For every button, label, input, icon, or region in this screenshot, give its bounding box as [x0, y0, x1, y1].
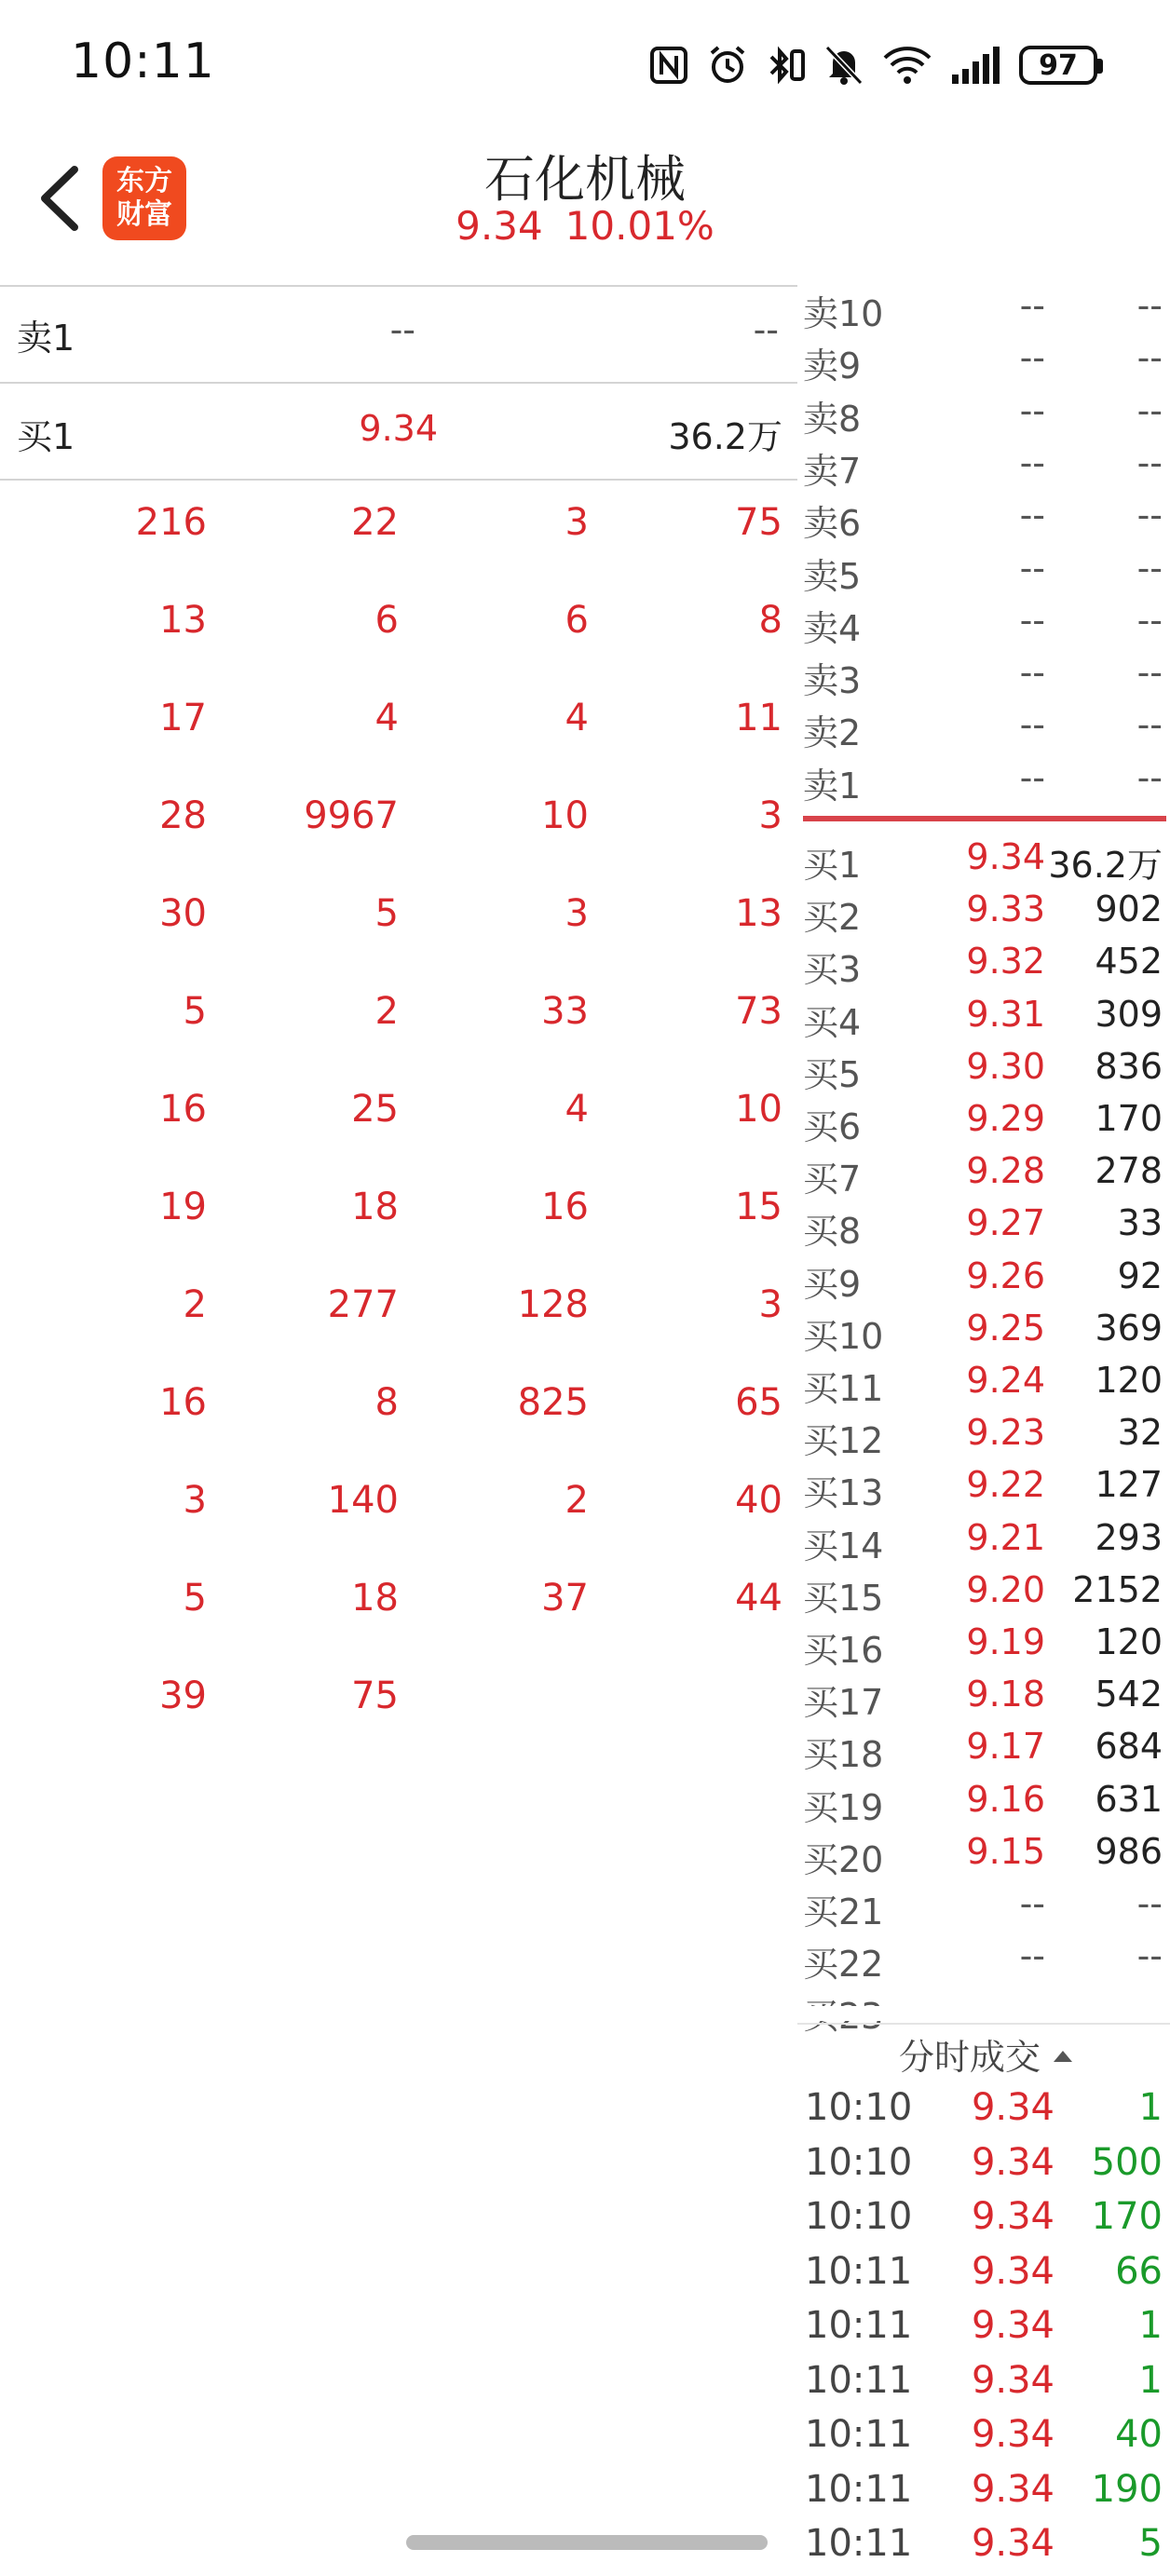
trade-time: 10:10: [805, 2086, 913, 2129]
level-label: 买9: [803, 1263, 862, 1305]
level-price: 9.18: [966, 1674, 1045, 1715]
logo-line1: 东方: [116, 165, 172, 197]
trade-row: [803, 2413, 1170, 2467]
grid-cell: 13: [159, 599, 207, 642]
trade-volume: 500: [1091, 2140, 1163, 2184]
grid-row: [0, 501, 797, 557]
home-indicator[interactable]: [406, 2535, 768, 2550]
grid-cell: 8: [758, 599, 782, 642]
buy-level-row[interactable]: [803, 1150, 1170, 1202]
level-price: 9.21: [966, 1516, 1045, 1558]
buy-level-row[interactable]: [803, 941, 1170, 993]
caret-up-icon: [1052, 2033, 1074, 2074]
grid-cell: 16: [159, 1088, 207, 1131]
grid-cell: 13: [735, 892, 782, 935]
level-label: 买1: [803, 845, 862, 886]
grid-row: [0, 1479, 797, 1535]
level-price: 9.31: [966, 993, 1045, 1035]
grid-cell: 5: [183, 1577, 207, 1620]
trade-price: 9.34: [971, 2140, 1054, 2184]
grid-cell: 19: [159, 1186, 207, 1228]
trade-time: 10:11: [805, 2413, 913, 2456]
trade-price: 9.34: [971, 2522, 1054, 2565]
grid-cell: 4: [565, 1088, 589, 1131]
level-volume: --: [1136, 599, 1163, 641]
stock-price: 9.34: [456, 203, 543, 249]
grid-row: [0, 599, 797, 655]
sell-level-row[interactable]: [803, 337, 1170, 389]
trade-time: 10:10: [805, 2140, 913, 2184]
grid-cell: 3: [183, 1479, 207, 1522]
level-price: 9.29: [966, 1098, 1045, 1139]
level-price: --: [1019, 337, 1045, 379]
grid-cell: 2: [183, 1283, 207, 1326]
level-volume: 369: [1095, 1307, 1163, 1349]
orderbook-clip: [797, 2006, 1170, 2021]
level-price: --: [1019, 704, 1045, 746]
grid-row: [0, 1381, 797, 1437]
buy-level-row[interactable]: [803, 1255, 1170, 1308]
buy-level-row[interactable]: [803, 1779, 1170, 1831]
level-label: 买15: [803, 1577, 884, 1619]
level-label: 买12: [803, 1420, 884, 1462]
trade-volume: 1: [1138, 2086, 1163, 2129]
level-label: 买4: [803, 1001, 862, 1043]
grid-row: [0, 697, 797, 752]
level-label: 买21: [803, 1891, 884, 1932]
grid-cell: 33: [541, 990, 589, 1033]
level-price: 9.16: [966, 1778, 1045, 1820]
logo-line2: 财富: [116, 198, 172, 231]
grid-cell: 216: [135, 501, 207, 544]
level-price: --: [1019, 495, 1045, 536]
grid-cell: 4: [374, 697, 399, 739]
level-label: 卖2: [803, 712, 862, 754]
grid-cell: 25: [351, 1088, 399, 1131]
grid-cell: 18: [351, 1577, 399, 1620]
level-label: 买17: [803, 1682, 884, 1724]
buy-level-row[interactable]: [803, 1569, 1170, 1621]
level-label: 买18: [803, 1734, 884, 1776]
sell-level-row[interactable]: [803, 390, 1170, 442]
sell-level-row[interactable]: [803, 704, 1170, 756]
divider: [0, 285, 797, 287]
buy-level-row[interactable]: [803, 1098, 1170, 1150]
trade-time: 10:11: [805, 2249, 913, 2293]
trade-volume: 1: [1138, 2304, 1163, 2347]
level-price: --: [1019, 756, 1045, 798]
sell-level-row[interactable]: [803, 495, 1170, 547]
grid-cell: 2: [374, 990, 399, 1033]
level-label: 买16: [803, 1630, 884, 1671]
level-volume: 170: [1095, 1098, 1163, 1139]
level-volume: --: [1136, 1935, 1163, 1977]
left-buy1-volume: 36.2万: [668, 416, 782, 457]
trade-volume: 190: [1091, 2467, 1163, 2511]
level-label: 买22: [803, 1944, 884, 1986]
level-volume: 684: [1095, 1726, 1163, 1768]
level-label: 买20: [803, 1838, 884, 1880]
trade-time: 10:11: [805, 2522, 913, 2565]
level-volume: --: [1136, 441, 1163, 483]
level-price: 9.26: [966, 1254, 1045, 1296]
level-label: 买19: [803, 1786, 884, 1828]
level-price: --: [1019, 441, 1045, 483]
bluetooth-icon: [766, 44, 807, 87]
trade-volume: 40: [1115, 2413, 1163, 2456]
buy-level-row[interactable]: [803, 1674, 1170, 1726]
sell-level-row[interactable]: [803, 652, 1170, 704]
level-label: 买10: [803, 1315, 884, 1357]
grid-cell: 6: [565, 599, 589, 642]
level-volume: --: [1136, 704, 1163, 746]
status-icons: [648, 37, 1097, 93]
grid-cell: 75: [351, 1674, 399, 1717]
trade-volume: 170: [1091, 2195, 1163, 2238]
battery-icon: [1019, 46, 1097, 85]
divider: [0, 479, 797, 481]
level-label: 卖5: [803, 555, 862, 597]
level-price: 9.34: [966, 836, 1045, 877]
alarm-icon: [706, 44, 749, 87]
level-volume: 293: [1095, 1516, 1163, 1558]
left-sell1-price: --: [389, 309, 415, 350]
grid-row: [0, 990, 797, 1046]
level-volume: 278: [1095, 1150, 1163, 1192]
level-volume: 452: [1095, 941, 1163, 983]
status-time: 10:11: [71, 34, 215, 89]
trade-volume: 5: [1138, 2522, 1163, 2565]
grid-cell: 6: [374, 599, 399, 642]
level-volume: --: [1136, 756, 1163, 798]
grid-row: [0, 1577, 797, 1633]
buy-level-row[interactable]: [803, 1831, 1170, 1883]
level-price: 9.23: [966, 1412, 1045, 1454]
level-volume: 36.2万: [1048, 845, 1163, 886]
level-volume: --: [1136, 652, 1163, 694]
buy-level-row[interactable]: [803, 1412, 1170, 1464]
grid-cell: 30: [159, 892, 207, 935]
grid-cell: 8: [374, 1381, 399, 1424]
level-label: 买5: [803, 1053, 862, 1095]
grid-cell: 39: [159, 1674, 207, 1717]
buy-level-row[interactable]: [803, 1360, 1170, 1412]
grid-row: [0, 794, 797, 850]
trade-row: [803, 2468, 1170, 2522]
nfc-icon: [648, 45, 689, 86]
level-volume: 902: [1095, 888, 1163, 930]
grid-cell: 73: [735, 990, 782, 1033]
grid-cell: 17: [159, 697, 207, 739]
level-volume: --: [1136, 1883, 1163, 1924]
grid-cell: 140: [327, 1479, 399, 1522]
buy-level-row[interactable]: [803, 1517, 1170, 1569]
level-volume: 120: [1095, 1360, 1163, 1401]
trade-price: 9.34: [971, 2358, 1054, 2402]
level-label: 买2: [803, 897, 862, 939]
fenshi-title: 分时成交: [898, 2037, 1041, 2078]
level-volume: --: [1136, 547, 1163, 589]
level-price: --: [1019, 389, 1045, 431]
left-buy1-price: 9.34: [359, 408, 438, 449]
buy-level-row[interactable]: [803, 1308, 1170, 1360]
trade-time: 10:11: [805, 2304, 913, 2347]
stock-name: 石化机械: [484, 150, 686, 209]
buy-level-row[interactable]: [803, 1621, 1170, 1674]
level-volume: 120: [1095, 1621, 1163, 1662]
grid-cell: 10: [541, 794, 589, 837]
left-sell1-volume: --: [753, 309, 779, 350]
level-volume: 986: [1095, 1830, 1163, 1872]
signal-icon: [950, 47, 1002, 84]
level-price: --: [1019, 599, 1045, 641]
grid-cell: 16: [159, 1381, 207, 1424]
level-label: 卖1: [803, 765, 862, 807]
buy-level-row[interactable]: [803, 1202, 1170, 1254]
sell-level-row[interactable]: [803, 757, 1170, 809]
grid-cell: 3: [565, 501, 589, 544]
grid-row: [0, 1186, 797, 1241]
grid-cell: 40: [735, 1479, 782, 1522]
level-price: 9.24: [966, 1360, 1045, 1401]
grid-cell: 3: [758, 1283, 782, 1326]
grid-cell: 65: [735, 1381, 782, 1424]
trade-row: [803, 2086, 1170, 2140]
level-label: 卖7: [803, 450, 862, 492]
level-price: 9.27: [966, 1202, 1045, 1244]
grid-cell: 277: [327, 1283, 399, 1326]
grid-row: [0, 1283, 797, 1339]
level-volume: --: [1136, 337, 1163, 379]
trade-row: [803, 2250, 1170, 2304]
grid-cell: 16: [541, 1186, 589, 1228]
grid-cell: 18: [351, 1186, 399, 1228]
level-price: 9.22: [966, 1464, 1045, 1506]
trade-row: [803, 2522, 1170, 2576]
trade-price: 9.34: [971, 2086, 1054, 2129]
sell-level-row[interactable]: [803, 548, 1170, 600]
level-label: 买6: [803, 1106, 862, 1147]
level-volume: 542: [1095, 1674, 1163, 1715]
level-price: --: [1019, 547, 1045, 589]
grid-cell: 15: [735, 1186, 782, 1228]
status-bar: [0, 0, 1170, 121]
buy-level-row[interactable]: [803, 1935, 1170, 1987]
grid-cell: 11: [735, 697, 782, 739]
level-price: --: [1019, 285, 1045, 326]
orderbook-divider: [803, 816, 1166, 821]
grid-cell: 44: [735, 1577, 782, 1620]
grid-row: [0, 1674, 797, 1730]
level-volume: 92: [1117, 1254, 1163, 1296]
level-label: 卖9: [803, 346, 862, 387]
level-volume: 32: [1117, 1412, 1163, 1454]
level-label: 卖6: [803, 503, 862, 545]
trade-price: 9.34: [971, 2413, 1054, 2456]
level-price: --: [1019, 1935, 1045, 1977]
level-label: 卖3: [803, 660, 862, 702]
level-label: 买13: [803, 1472, 884, 1514]
level-volume: 309: [1095, 993, 1163, 1035]
left-sell1-label: 卖1: [17, 318, 75, 359]
buy-level-row[interactable]: [803, 994, 1170, 1046]
grid-row: [0, 1088, 797, 1144]
mute-icon: [823, 44, 864, 87]
level-volume: --: [1136, 285, 1163, 326]
trade-price: 9.34: [971, 2249, 1054, 2293]
trade-volume: 66: [1115, 2249, 1163, 2293]
level-price: --: [1019, 652, 1045, 694]
trade-time: 10:10: [805, 2195, 913, 2238]
trade-price: 9.34: [971, 2304, 1054, 2347]
grid-cell: 2: [565, 1479, 589, 1522]
level-volume: 127: [1095, 1464, 1163, 1506]
buy-level-row[interactable]: [803, 1046, 1170, 1098]
level-price: 9.32: [966, 941, 1045, 983]
left-buy1-label: 买1: [17, 416, 75, 457]
level-price: --: [1019, 1883, 1045, 1924]
sell-level-row[interactable]: [803, 600, 1170, 652]
grid-cell: 75: [735, 501, 782, 544]
level-label: 买8: [803, 1211, 862, 1253]
sell-level-row[interactable]: [803, 285, 1170, 337]
divider: [0, 382, 797, 384]
level-volume: 2152: [1072, 1568, 1163, 1610]
buy-level-row[interactable]: [803, 1726, 1170, 1778]
grid-row: [0, 892, 797, 948]
level-price: 9.28: [966, 1150, 1045, 1192]
level-volume: --: [1136, 495, 1163, 536]
fenshi-header[interactable]: [803, 2021, 1170, 2086]
buy-level-row[interactable]: [803, 888, 1170, 941]
level-volume: 631: [1095, 1778, 1163, 1820]
level-price: 9.20: [966, 1568, 1045, 1610]
sell-level-row[interactable]: [803, 442, 1170, 495]
level-price: 9.33: [966, 888, 1045, 930]
battery-level: 97: [1039, 48, 1078, 82]
level-label: 卖8: [803, 398, 862, 440]
trade-price: 9.34: [971, 2195, 1054, 2238]
buy-level-row[interactable]: [803, 1883, 1170, 1935]
level-price: 9.15: [966, 1830, 1045, 1872]
grid-cell: 22: [351, 501, 399, 544]
trade-time: 10:11: [805, 2467, 913, 2511]
stock-quote: [0, 203, 1170, 249]
buy-level-row[interactable]: [803, 1464, 1170, 1516]
trade-row: [803, 2304, 1170, 2358]
level-volume: 836: [1095, 1045, 1163, 1087]
level-price: 9.19: [966, 1621, 1045, 1662]
level-label: 买7: [803, 1159, 862, 1200]
trade-row: [803, 2141, 1170, 2195]
level-price: 9.25: [966, 1307, 1045, 1349]
level-label: 卖10: [803, 293, 884, 334]
grid-cell: 37: [541, 1577, 589, 1620]
trade-price: 9.34: [971, 2467, 1054, 2511]
level-label: 买3: [803, 949, 862, 991]
level-label: 卖4: [803, 607, 862, 649]
trade-row: [803, 2195, 1170, 2249]
buy-level-row[interactable]: [803, 836, 1170, 888]
trade-time: 10:11: [805, 2358, 913, 2402]
grid-cell: 4: [565, 697, 589, 739]
grid-cell: 5: [374, 892, 399, 935]
level-price: 9.30: [966, 1045, 1045, 1087]
level-volume: --: [1136, 389, 1163, 431]
grid-cell: 9967: [304, 794, 399, 837]
wifi-icon: [881, 45, 933, 86]
level-label: 买11: [803, 1368, 884, 1409]
stock-change-pct: 10.01%: [565, 203, 714, 249]
grid-cell: 3: [565, 892, 589, 935]
trade-volume: 1: [1138, 2358, 1163, 2402]
grid-cell: 128: [517, 1283, 589, 1326]
grid-cell: 28: [159, 794, 207, 837]
grid-cell: 5: [183, 990, 207, 1033]
level-price: 9.17: [966, 1726, 1045, 1768]
trade-row: [803, 2359, 1170, 2413]
grid-cell: 825: [517, 1381, 589, 1424]
grid-cell: 3: [758, 794, 782, 837]
level-volume: 33: [1117, 1202, 1163, 1244]
grid-cell: 10: [735, 1088, 782, 1131]
level-label: 买14: [803, 1525, 884, 1566]
